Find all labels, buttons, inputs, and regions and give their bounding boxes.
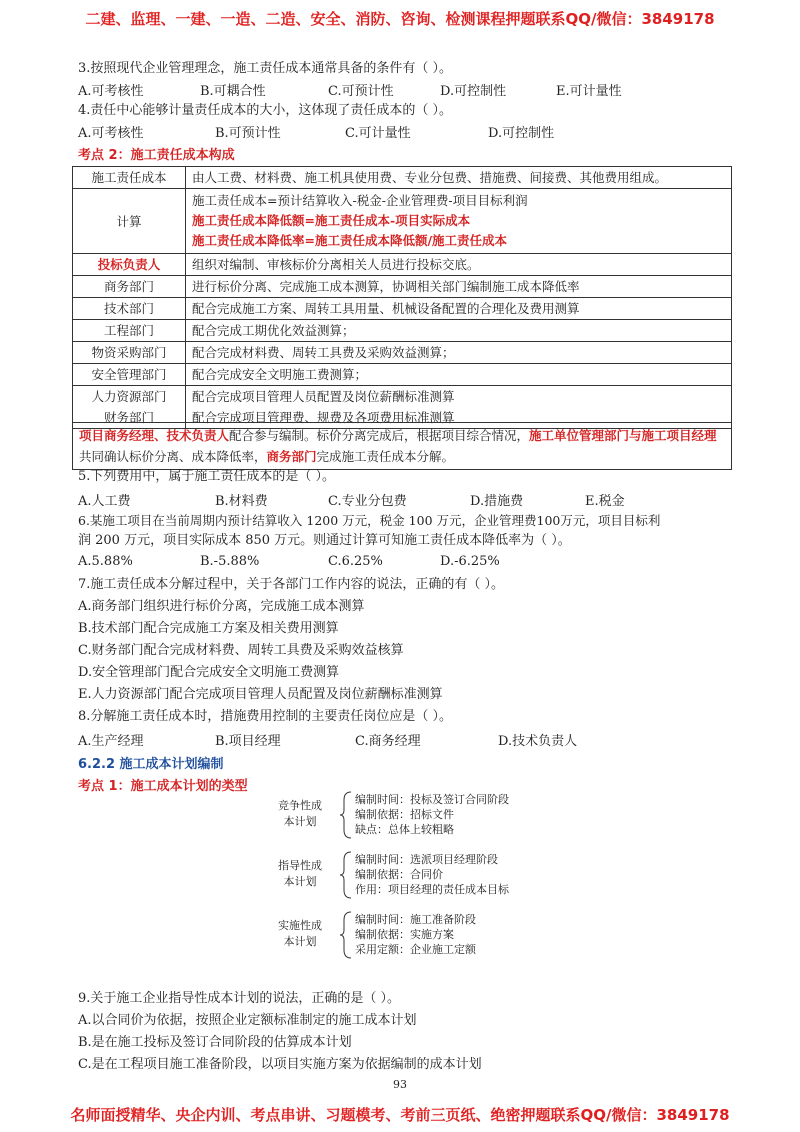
brace-icon	[339, 850, 353, 900]
table-cell-label: 安全管理部门	[73, 364, 186, 386]
question-7-option: D.安全管理部门配合完成安全文明施工费测算	[78, 665, 340, 680]
table-cell-content: 进行标价分离、完成施工成本测算，协调相关部门编制施工成本降低率	[186, 276, 732, 298]
question-6-option: C.6.25%	[328, 554, 383, 569]
diagram-item: 采用定额：企业施工定额	[355, 943, 476, 956]
question-3-option: B.可耦合性	[200, 84, 266, 99]
question-7-stem: 7.施工责任成本分解过程中，关于各部门工作内容的说法，正确的有（ ）。	[78, 577, 505, 592]
question-7-option: E.人力资源部门配合完成项目管理人员配置及岗位薪酬标准测算	[78, 687, 443, 702]
question-9-stem: 9.关于施工企业指导性成本计划的说法，正确的是（ ）。	[78, 991, 401, 1006]
question-8-option: A.生产经理	[78, 734, 144, 749]
table-cell-formulas	[186, 189, 732, 254]
question-4-option: A.可考核性	[78, 126, 144, 141]
footer-banner: 名师面授精华、央企内训、考点串讲、习题模考、考前三页纸、绝密押题联系QQ/微信：3849178	[70, 1106, 730, 1124]
table-cell-content: 配合完成施工方案、周转工具用量、机械设备配置的合理化及费用测算	[186, 298, 732, 320]
question-3-option: A.可考核性	[78, 84, 144, 99]
header-banner: 二建、监理、一建、一造、二造、安全、消防、咨询、检测课程押题联系QQ/微信：3849178	[85, 10, 715, 28]
question-9-option: A.以合同价为依据，按照企业定额标准制定的施工成本计划	[78, 1013, 417, 1028]
diagram-item: 编制时间：投标及签订合同阶段	[355, 793, 509, 806]
section-title-cost-plan: 6.2.2 施工成本计划编制	[78, 757, 224, 772]
table-cell-label: 物资采购部门	[73, 342, 186, 364]
diagram-item: 编制依据：招标文件	[355, 808, 454, 821]
question-5-option: A.人工费	[78, 494, 131, 509]
note-highlight: 项目商务经理、技术负责人	[79, 428, 230, 443]
note-text: 共同确认标价分离、成本降低率，	[79, 449, 267, 464]
table-cell-label: 人力资源部门	[91, 389, 167, 404]
table-cell-label: 技术部门	[73, 298, 186, 320]
question-4-option: B.可预计性	[215, 126, 281, 141]
table-cell-label: 施工责任成本	[73, 167, 186, 189]
question-8-option: C.商务经理	[355, 734, 421, 749]
table-cell-label: 工程部门	[73, 320, 186, 342]
question-4-option: D.可控制性	[488, 126, 555, 141]
question-6-option: B.-5.88%	[200, 554, 260, 569]
question-6-option: A.5.88%	[78, 554, 133, 569]
table-cell-content: 配合完成安全文明施工费测算；	[186, 364, 732, 386]
question-6-stem-line2: 润 200 万元，项目实际成本 850 万元。则通过计算可知施工责任成本降低率为（ ）。	[78, 533, 571, 548]
question-5-option: D.措施费	[470, 494, 524, 509]
diagram-item: 作用：项目经理的责任成本目标	[355, 883, 509, 896]
question-4-option: C.可计量性	[345, 126, 411, 141]
diagram-item: 编制依据：合同价	[355, 868, 443, 881]
question-8-option: D.技术负责人	[498, 734, 578, 749]
plan-types-diagram	[265, 790, 565, 970]
question-5-option: C.专业分包费	[328, 494, 407, 509]
diagram-label: 实施性成 本计划	[278, 919, 322, 948]
question-7-option: B.技术部门配合完成施工方案及相关费用测算	[78, 621, 339, 636]
question-3-option: C.可预计性	[328, 84, 394, 99]
formula-line: 施工责任成本=预计结算收入-税金-企业管理费-项目目标利润	[192, 193, 528, 208]
table-cell-content: 组织对编制、审核标价分离相关人员进行投标交底。	[186, 254, 732, 276]
page-number: 93	[393, 1078, 407, 1091]
table-cell-label: 投标负责人	[73, 254, 186, 276]
table-cell-content: 配合完成工期优化效益测算；	[186, 320, 732, 342]
question-7-option: A.商务部门组织进行标价分离，完成施工成本测算	[78, 599, 365, 614]
question-3-option: D.可控制性	[440, 84, 507, 99]
note-highlight: 商务部门	[266, 449, 317, 464]
brace-icon	[339, 790, 353, 840]
table-cell-content: 配合完成项目管理人员配置及岗位薪酬标准测算	[192, 389, 455, 404]
question-8-stem: 8.分解施工责任成本时，措施费用控制的主要责任岗位应是（ ）。	[78, 709, 453, 724]
question-7-option: C.财务部门配合完成材料费、周转工具费及采购效益核算	[78, 643, 404, 658]
brace-icon	[339, 910, 353, 960]
note-text: 完成施工责任成本分解。	[316, 449, 455, 464]
question-4-stem: 4.责任中心能够计量责任成本的大小，这体现了责任成本的（ ）。	[78, 103, 453, 118]
question-5-option: B.材料费	[215, 494, 268, 509]
diagram-label: 指导性成 本计划	[278, 859, 322, 888]
diagram-item: 编制时间：施工准备阶段	[355, 913, 476, 926]
table-note	[72, 422, 732, 470]
question-5-stem: 5.下列费用中，属于施工责任成本的是（ ）。	[78, 469, 336, 484]
question-6-option: D.-6.25%	[440, 554, 500, 569]
table-cell-label: 计算	[73, 189, 186, 254]
diagram-item: 编制时间：选派项目经理阶段	[355, 853, 498, 866]
question-8-option: B.项目经理	[215, 734, 281, 749]
question-9-option: B.是在施工投标及签订合同阶段的估算成本计划	[78, 1035, 352, 1050]
question-6-stem-line1: 6.某施工项目在当前周期内预计结算收入 1200 万元，税金 100 万元，企业管理费100万元，项目目标利	[78, 513, 661, 528]
question-3-stem: 3.按照现代企业管理理念，施工责任成本通常具备的条件有（ ）。	[78, 61, 453, 76]
note-highlight: 施工单位管理部门与施工项目经理	[529, 428, 717, 443]
section-title-plan-types: 考点 1：施工成本计划的类型	[78, 779, 248, 794]
table-cell-content: 配合完成项目管理费、规费及各项费用标准测算	[192, 410, 455, 425]
table-cell-content: 配合完成材料费、周转工具费及采购效益测算；	[186, 342, 732, 364]
diagram-label: 竞争性成 本计划	[278, 799, 322, 828]
diagram-items	[355, 852, 509, 897]
table-cell-content: 由人工费、材料费、施工机具使用费、专业分包费、措施费、间接费、其他费用组成。	[186, 167, 732, 189]
table-cell-label: 商务部门	[73, 276, 186, 298]
question-9-option: C.是在工程项目施工准备阶段，以项目实施方案为依据编制的成本计划	[78, 1057, 482, 1072]
diagram-items	[355, 792, 509, 837]
formula-line: 施工责任成本降低额=施工责任成本-项目实际成本	[192, 213, 471, 228]
diagram-items	[355, 912, 476, 957]
diagram-item: 编制依据：实施方案	[355, 928, 454, 941]
section-title-cost-composition: 考点 2：施工责任成本构成	[78, 148, 235, 163]
responsibility-cost-table	[72, 166, 732, 429]
note-text: 配合参与编制。标价分离完成后，根据项目综合情况，	[229, 428, 530, 443]
table-cell-label: 财务部门	[103, 410, 154, 425]
question-3-option: E.可计量性	[556, 84, 622, 99]
question-5-option: E.税金	[585, 494, 625, 509]
diagram-item: 缺点：总体上较粗略	[355, 823, 454, 836]
formula-line: 施工责任成本降低率=施工责任成本降低额/施工责任成本	[192, 233, 508, 248]
